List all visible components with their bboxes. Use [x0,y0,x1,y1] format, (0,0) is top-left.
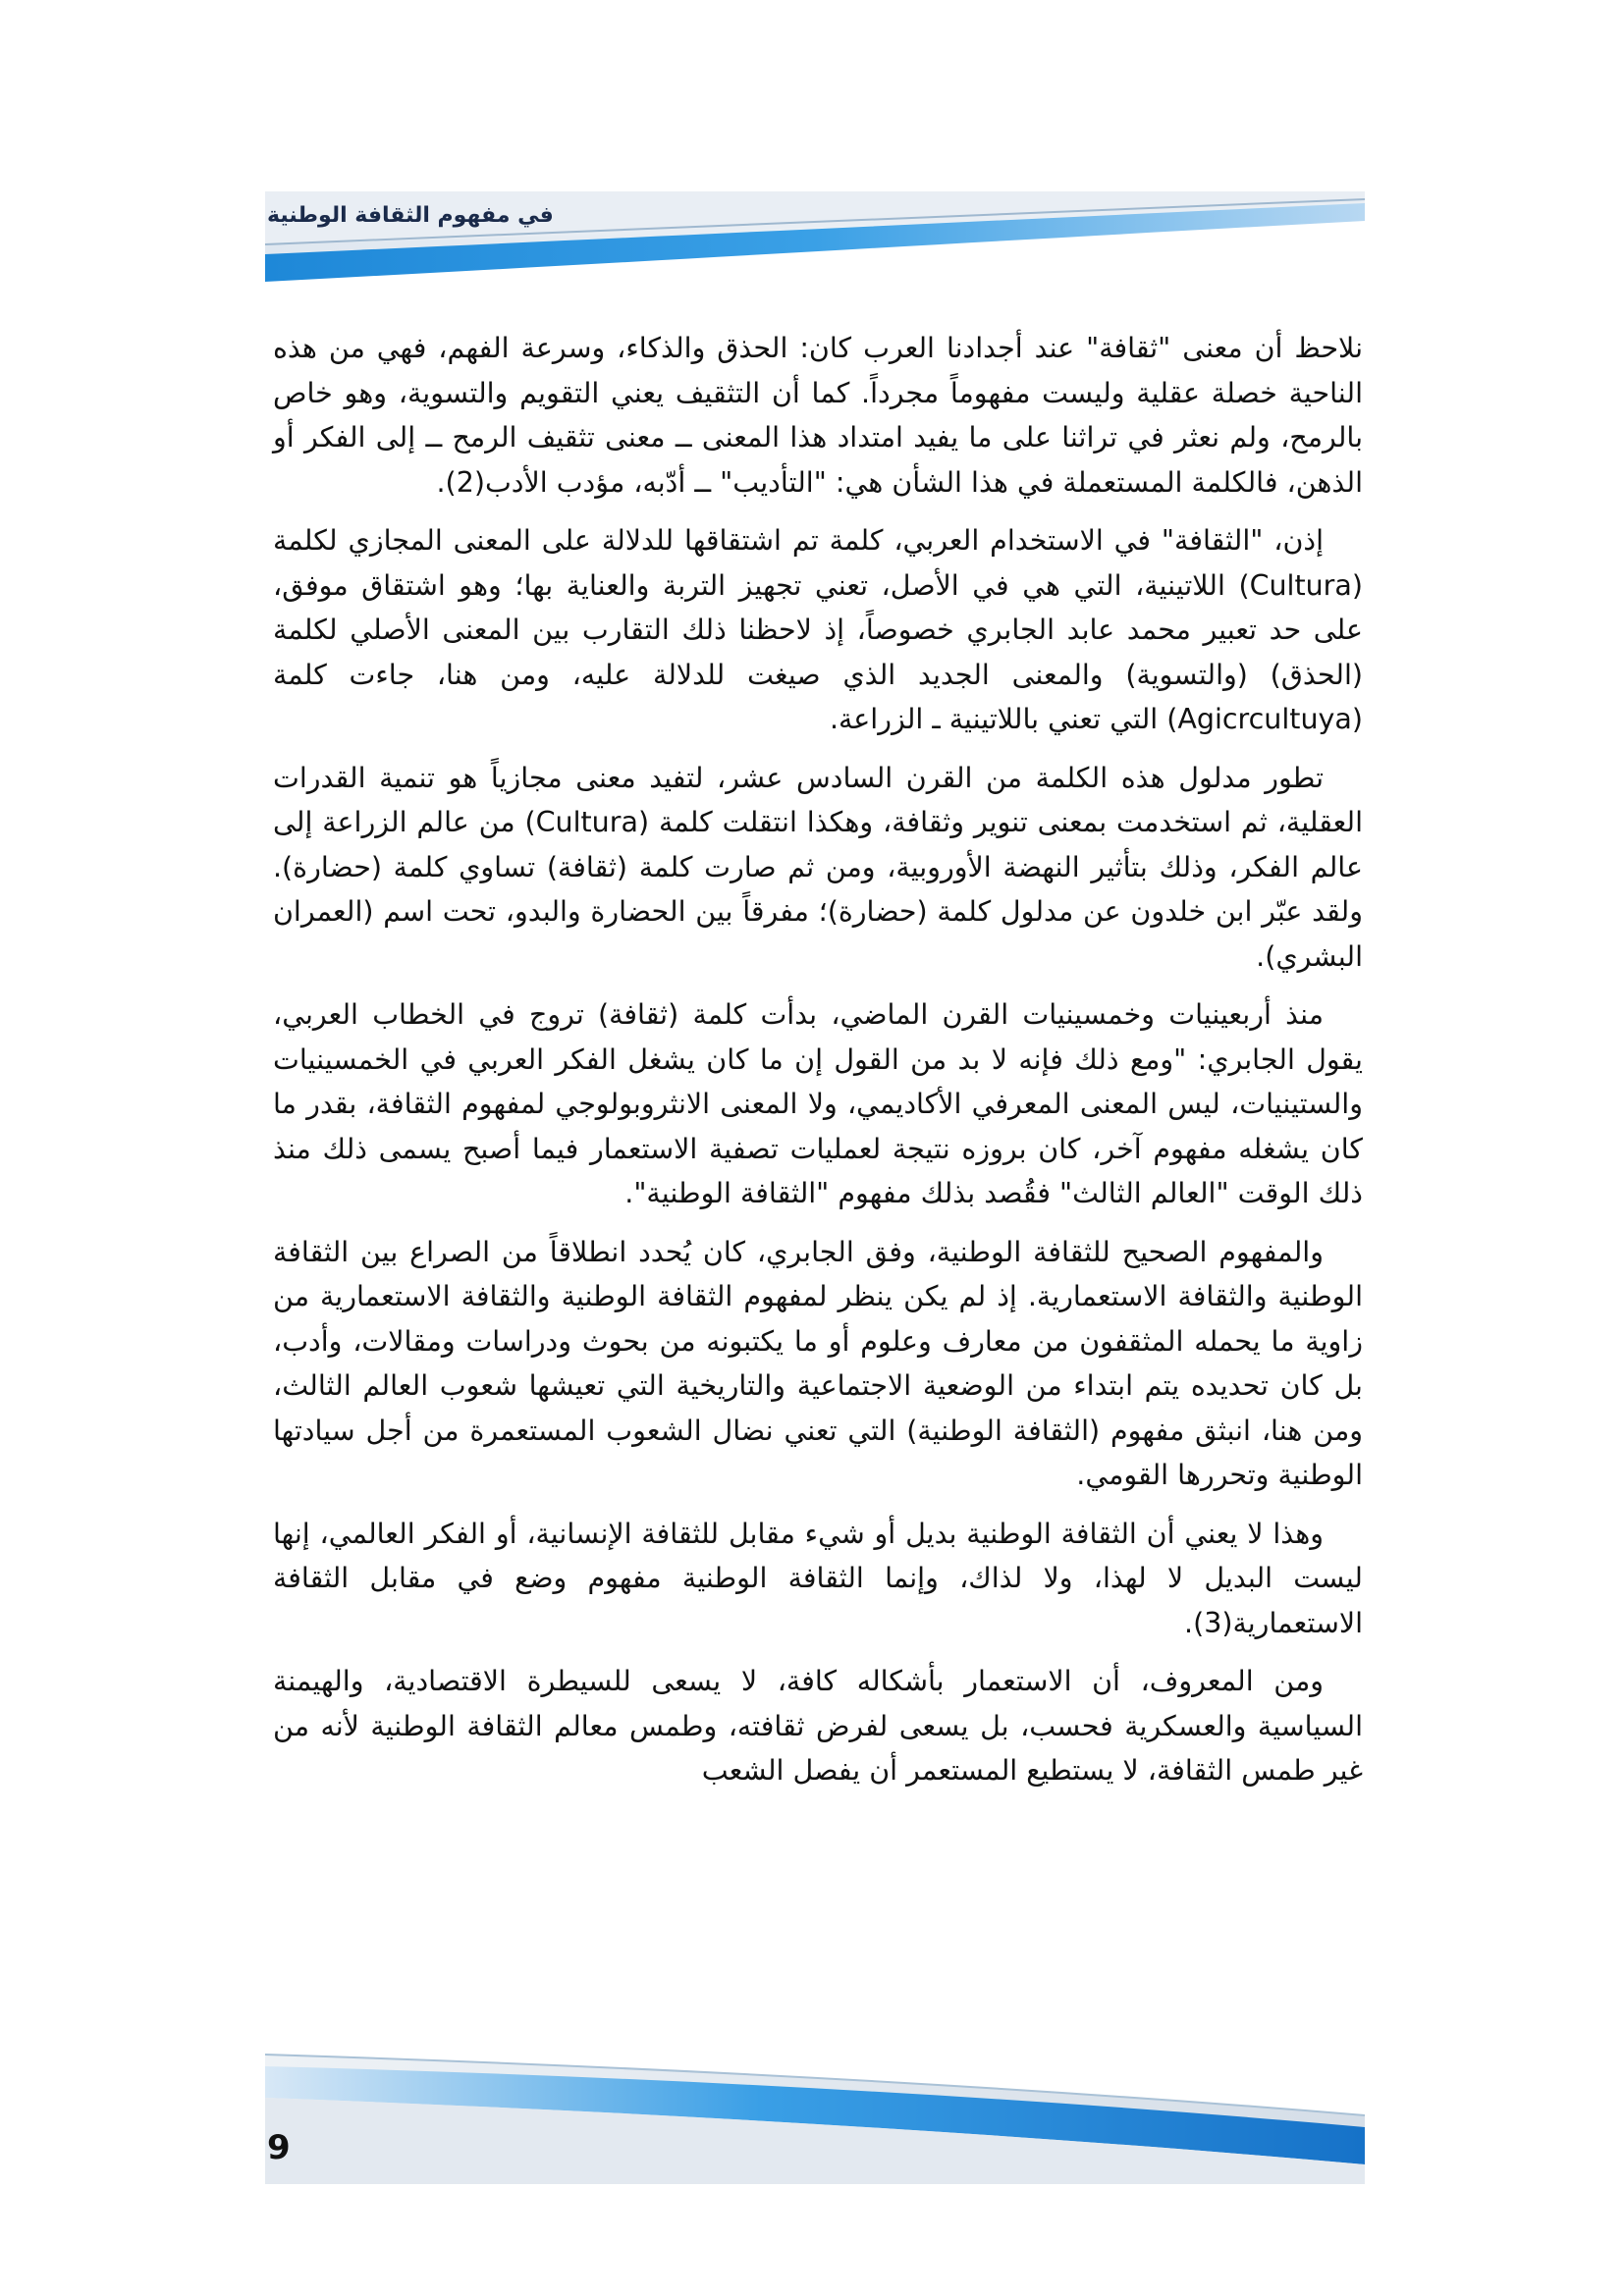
paragraph-1: نلاحظ أن معنى "ثقافة" عند أجدادنا العرب كان: الحذق والذكاء، وسرعة الفهم، فهي من هذه الناحية خصلة عقلية وليست مفهوماً مجرداً. كما أن التثقيف يعني التقويم والتسوية، وهو خاص بالرمح، ولم نعثر في تراثنا على ما يفيد امتداد هذا المعنى ــ معنى تثقيف الرمح ــ إلى الفكر أو الذهن، فالكلمة المستعملة في هذا الشأن هي: "التأديب" ــ أدّبه، مؤدب الأدب(2). [273,332,1363,499]
paragraph-2: إذن، "الثقافة" في الاستخدام العربي، كلمة تم اشتقاقها للدلالة على المعنى المجازي لكلمة (Cultura) اللاتينية، التي هي في الأصل، تعني تجهيز التربة والعناية بها؛ وهو اشتقاق موفق، على حد تعبير محمد عابد الجابري خصوصاً، إذ لاحظنا ذلك التقارب بين المعنى الأصلي لكلمة (الحذق) (والتسوية) والمعنى الجديد الذي صيغت للدلالة عليه، ومن هنا، جاءت كلمة (Agicrcultuya) التي تعني باللاتينية ـ الزراعة. [273,524,1363,735]
paragraph-6: وهذا لا يعني أن الثقافة الوطنية بديل أو شيء مقابل للثقافة الإنسانية، أو الفكر العالمي، إنها ليست البديل لا لهذا، ولا لذاك، وإنما الثقافة الوطنية مفهوم وضع في مقابل الثقافة الاستعمارية(3). [273,1517,1363,1639]
header-title: في مفهوم الثقافة الوطنية [267,203,554,228]
page-number: 9 [267,2128,291,2167]
article-body [273,326,1363,1807]
paragraph-5: والمفهوم الصحيح للثقافة الوطنية، وفق الجابري، كان يُحدد انطلاقاً من الصراع بين الثقافة الوطنية والثقافة الاستعمارية. إذ لم يكن ينظر لمفهوم الثقافة الوطنية والثقافة الاستعمارية من زاوية ما يحمله المثقفون من معارف وعلوم أو ما يكتبونه من بحوث ودراسات ومقالات، وأدب، بل كان تحديده يتم ابتداء من الوضعية الاجتماعية والتاريخية التي تعيشها شعوب العالم الثالث، ومن هنا، انبثق مفهوم (الثقافة الوطنية) التي تعني نضال الشعوب المستعمرة من أجل سيادتها الوطنية وتحررها القومي. [273,1235,1363,1491]
paragraph-3: تطور مدلول هذه الكلمة من القرن السادس عشر، لتفيد معنى مجازياً هو تنمية القدرات العقلية، ثم استخدمت بمعنى تنوير وثقافة، وهكذا انتقلت كلمة (Cultura) من عالم الزراعة إلى عالم الفكر، وذلك بتأثير النهضة الأوروبية، ومن ثم صارت كلمة (ثقافة) تساوي كلمة (حضارة). ولقد عبّر ابن خلدون عن مدلول كلمة (حضارة)؛ مفرقاً بين الحضارة والبدو، تحت اسم (العمران البشري). [273,761,1363,973]
header-banner [265,182,1365,290]
paragraph-4: منذ أربعينيات وخمسينيات القرن الماضي، بدأت كلمة (ثقافة) تروج في الخطاب العربي، يقول الجابري: "ومع ذلك فإنه لا بد من القول إن ما كان يشغل الفكر العربي في الخمسينيات والستينيات، ليس المعنى المعرفي الأكاديمي، ولا المعنى الانثروبولوجي لمفهوم الثقافة، بقدر ما كان يشغله مفهوم آخر، كان بروزه نتيجة لعمليات تصفية الاستعمار فيما أصبح يسمى ذلك منذ ذلك الوقت "العالم الثالث" فقُصد بذلك مفهوم "الثقافة الوطنية". [273,998,1363,1209]
paragraph-7: ومن المعروف، أن الاستعمار بأشكاله كافة، لا يسعى للسيطرة الاقتصادية، والهيمنة السياسية والعسكرية فحسب، بل يسعى لفرض ثقافته، وطمس معالم الثقافة الوطنية لأنه من غير طمس الثقافة، لا يستطيع المستعمر أن يفصل الشعب [273,1665,1363,1787]
footer-banner [265,2047,1365,2194]
